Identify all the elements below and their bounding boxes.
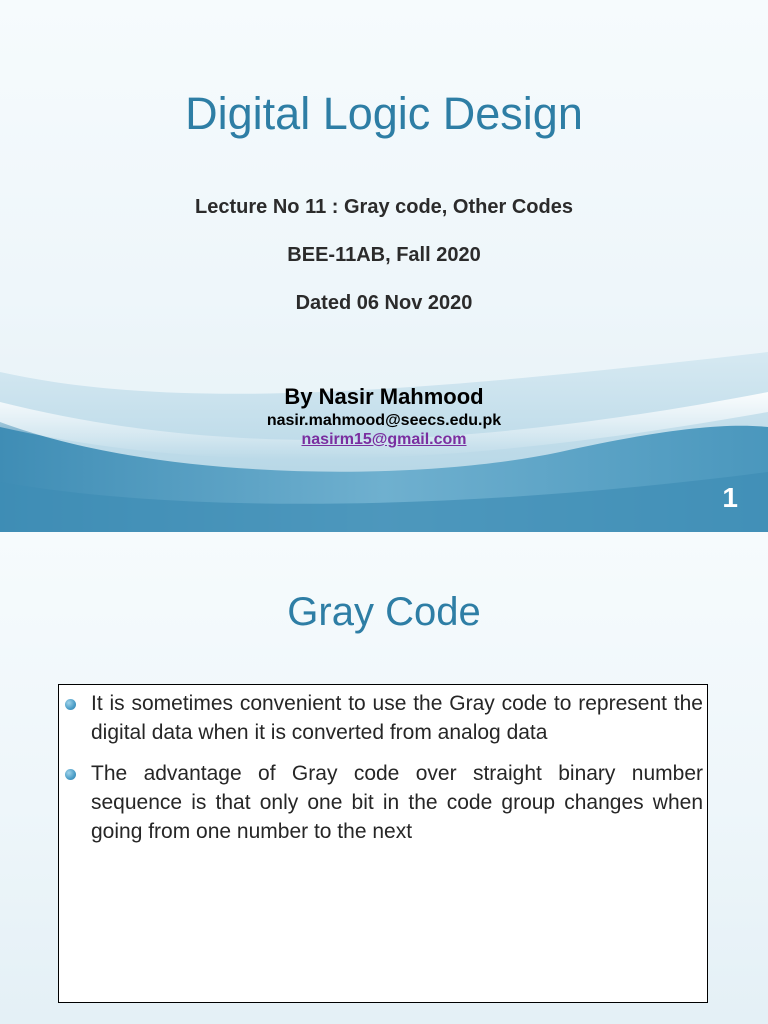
content-box [58,684,708,1003]
bullet-icon [65,769,76,780]
bullet-icon [65,699,76,710]
bullet-text: The advantage of Gray code over straight binary number sequence is that only one bit in the code group changes when going from one number to the next [91,762,703,843]
slide-title: Gray Code [287,590,481,634]
course-subtitle: BEE-11AB, Fall 2020 [287,244,481,266]
gray-code-slide [0,532,768,1024]
bullet-text: It is sometimes convenient to use the Gray code to represent the digital data when it is converted from analog data [91,692,703,744]
author-name: By Nasir Mahmood [284,384,484,409]
lecture-subtitle: Lecture No 11 : Gray code, Other Codes [195,196,573,218]
slide-number: 1 [722,482,738,513]
bullet-item [65,689,703,747]
author-email: nasir.mahmood@seecs.edu.pk [266,412,502,429]
bullet-item [65,759,703,846]
date-subtitle: Dated 06 Nov 2020 [295,292,473,314]
author-email-link[interactable]: nasirm15@gmail.com [301,431,467,448]
slide-title: Digital Logic Design [185,88,583,139]
